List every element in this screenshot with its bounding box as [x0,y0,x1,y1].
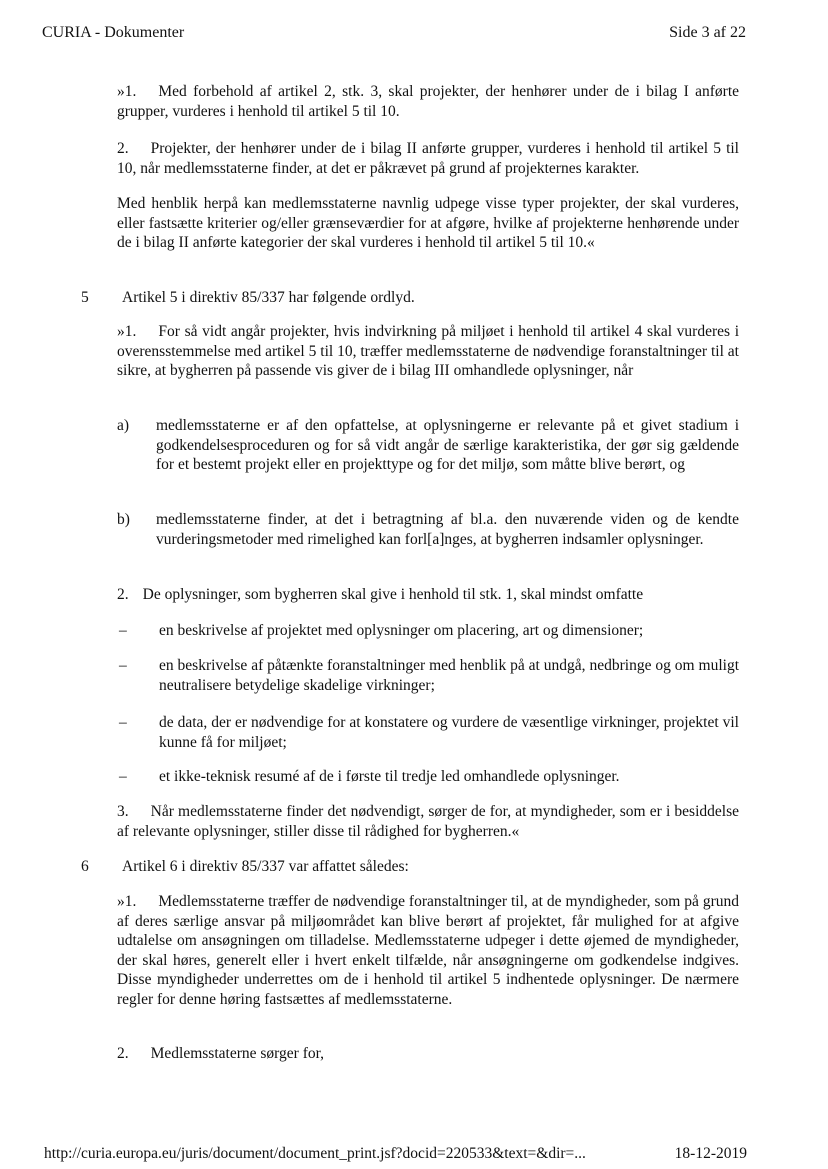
item-text-b: medlemsstaterne finder, at det i betragtning af bl.a. den nuværende viden og de kendte vurderingsmetoder med rimelighed kan forl[a]nges, at bygherren indsamler oplysninger. [156,511,739,548]
dash-marker: – [119,768,127,785]
section-number-6: 6 [81,858,89,875]
dash-marker: – [119,622,127,639]
paragraph-8 [117,1044,739,1064]
dash-item-3: de data, der er nødvendige for at konstatere og vurdere de væsentlige virkninger, projektet vil kunne få for miljøet; [159,714,739,751]
dash-item-4: et ikke-teknisk resumé af de i første til tredje led omhandlede oplysninger. [159,768,620,785]
paragraph-number: 2. [117,140,129,157]
page-number: Side 3 af 22 [669,24,746,41]
paragraph-text: Når medlemsstaterne finder det nødvendigt, sørger de for, at myndigheder, som er i besiddelse af relevante oplysninger, stiller disse til rådighed for bygherren.« [117,803,739,840]
paragraph-number: 2. [117,1045,129,1062]
section-6-intro: Artikel 6 i direktiv 85/337 var affattet således: [122,858,409,875]
paragraph-number: »1. [117,83,137,100]
paragraph-6 [117,802,739,841]
item-text-a: medlemsstaterne er af den opfattelse, at oplysningerne er relevante på et givet stadium i godkendelsesproceduren og for så vidt angår de særlige karakteristika, der gør sig gældende for et bestemt projekt eller en projekttype og for det miljø, som måtte blive berørt, og [156,417,739,474]
paragraph-number: »1. [117,893,137,910]
section-5-intro: Artikel 5 i direktiv 85/337 har følgende ordlyd. [122,289,415,306]
paragraph-number: 2. [117,586,129,603]
dash-marker: – [119,657,127,674]
paragraph-5 [117,585,739,605]
paragraph-text: Medlemsstaterne sørger for, [150,1045,325,1062]
paragraph-2 [117,139,739,178]
paragraph-text: De oplysninger, som bygherren skal give i henhold til stk. 1, skal mindst omfatte [142,586,644,603]
paragraph-1 [117,82,739,121]
paragraph-text: Medlemsstaterne træffer de nødvendige foranstaltninger til, at de myndigheder, som på grund af deres særlige ansvar på miljøområdet kan blive berørt af projektet, får mulighed for at afgive udtalelse om ansøgningen om tilladelse. Medlemsstaterne udpeger i dette øjemed de myndigheder, der skal høres, generelt eller i hvert enkelt tilfælde, når ansøgningerne om godkendelse indgives. Disse myndigheder underrettes om de i henhold til artikel 5 indhentede oplysninger. De nærmere regler for denne høring fastsættes af medlemsstaterne. [117,893,739,1008]
footer-url: http://curia.europa.eu/juris/document/document_print.jsf?docid=220533&text=&dir=... [44,1145,586,1162]
paragraph-7 [117,892,739,1010]
dash-item-1: en beskrivelse af projektet med oplysninger om placering, art og dimensioner; [159,622,644,639]
paragraph-number: »1. [117,323,137,340]
paragraph-text: For så vidt angår projekter, hvis indvirkning på miljøet i henhold til artikel 4 skal vurderes i overensstemmelse med artikel 5 til 10, træffer medlemsstaterne de nødvendige foranstaltninger til at sikre, at bygherren på passende vis giver de i bilag III omhandlede oplysninger, når [117,323,739,380]
item-label-b: b) [117,511,130,528]
paragraph-4 [117,322,739,381]
paragraph-text: Med forbehold af artikel 2, stk. 3, skal projekter, der henhører under de i bilag I anførte grupper, vurderes i henhold til artikel 5 til 10. [117,83,739,120]
item-label-a: a) [117,417,130,434]
footer-date: 18-12-2019 [674,1145,747,1162]
paragraph-text: Projekter, der henhører under de i bilag II anførte grupper, vurderes i henhold til artikel 5 til 10, når medlemsstaterne finder, at det er påkrævet på grund af projekternes karakter. [117,140,739,177]
section-number-5: 5 [81,289,89,306]
paragraph-number: 3. [117,803,129,820]
paragraph-3: Med henblik herpå kan medlemsstaterne navnlig udpege visse typer projekter, der skal vurderes, eller fastsætte kriterier og/eller grænseværdier for at afgøre, hvilke af projekterne henhørende under de i bilag II anførte kategorier der skal vurderes i henhold til artikel 5 til 10.« [117,195,739,252]
dash-item-2: en beskrivelse af påtænkte foranstaltninger med henblik på at undgå, nedbringe og om muligt neutralisere betydelige skadelige virkninger; [159,657,739,694]
page-header-title: CURIA - Dokumenter [42,24,185,41]
dash-marker: – [119,714,127,731]
